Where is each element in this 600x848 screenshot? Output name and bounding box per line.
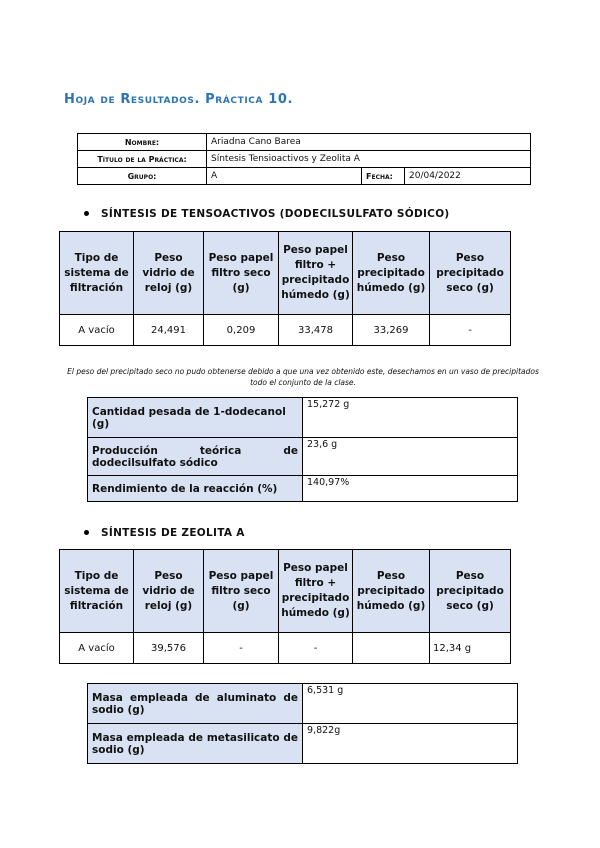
page-title: Hoja de Resultados. Práctica 10.: [64, 92, 294, 107]
cell: 33,478: [279, 315, 353, 346]
result-label: Producción teórica de dodecilsulfato sódico: [88, 438, 303, 476]
header-papel-humedo: Peso papel filtro + precipitado húmedo (g): [279, 232, 353, 315]
cell: A vacío: [60, 315, 134, 346]
result-label: Cantidad pesada de 1-dodecanol (g): [88, 398, 303, 438]
zeolita-table: [59, 549, 511, 664]
nombre-label: Nombre:: [78, 134, 207, 151]
grupo-label: Grupo:: [78, 168, 207, 185]
nombre-value: Ariadna Cano Barea: [207, 134, 531, 151]
section-heading-tensoactivos: SÍNTESIS DE TENSOACTIVOS (DODECILSULFATO SÓDICO): [84, 208, 450, 220]
fecha-value: 20/04/2022: [405, 168, 531, 185]
header-precip-seco: Peso precipitado seco (g): [430, 550, 511, 633]
fecha-label: Fecha:: [362, 168, 405, 185]
bullet-icon: [84, 211, 89, 216]
header-papel-humedo: Peso papel filtro + precipitado húmedo (g): [279, 550, 353, 633]
cell: 39,576: [134, 633, 204, 664]
info-table: [77, 133, 531, 185]
cell: A vacío: [60, 633, 134, 664]
bullet-icon: [84, 530, 89, 535]
header-papel-seco: Peso papel filtro seco (g): [204, 232, 279, 315]
cell: 0,209: [204, 315, 279, 346]
header-precip-humedo: Peso precipitado húmedo (g): [353, 232, 430, 315]
tensoactivos-table: [59, 231, 511, 346]
header-papel-seco: Peso papel filtro seco (g): [204, 550, 279, 633]
cell: 12,34 g: [430, 633, 511, 664]
result-value: 6,531 g: [303, 684, 518, 724]
result-label: Masa empleada de metasilicato de sodio (g): [88, 724, 303, 764]
titulo-label: Título de la Práctica:: [78, 151, 207, 168]
header-tipo: Tipo de sistema de filtración: [60, 550, 134, 633]
header-vidrio: Peso vidrio de reloj (g): [134, 550, 204, 633]
result-value: 15,272 g: [303, 398, 518, 438]
cell: -: [204, 633, 279, 664]
zeolita-results-table: [87, 683, 518, 764]
titulo-value: Síntesis Tensioactivos y Zeolita A: [207, 151, 531, 168]
cell: -: [430, 315, 511, 346]
grupo-value: A: [207, 168, 362, 185]
cell: 24,491: [134, 315, 204, 346]
result-label: Rendimiento de la reacción (%): [88, 476, 303, 502]
cell: -: [279, 633, 353, 664]
cell: 33,269: [353, 315, 430, 346]
header-tipo: Tipo de sistema de filtración: [60, 232, 134, 315]
cell: [353, 633, 430, 664]
result-value: 140,97%: [303, 476, 518, 502]
header-precip-humedo: Peso precipitado húmedo (g): [353, 550, 430, 633]
result-value: 9,822g: [303, 724, 518, 764]
result-label: Masa empleada de aluminato de sodio (g): [88, 684, 303, 724]
header-vidrio: Peso vidrio de reloj (g): [134, 232, 204, 315]
tensoactivos-results-table: [87, 397, 518, 502]
section-heading-zeolita: SÍNTESIS DE ZEOLITA A: [84, 527, 245, 539]
note-text: El peso del precipitado seco no pudo obtenerse debido a que una vez obtenido este, desechamos en un vaso de precipitados todo el conjunto de la clase.: [67, 367, 539, 387]
result-value: 23,6 g: [303, 438, 518, 476]
header-precip-seco: Peso precipitado seco (g): [430, 232, 511, 315]
